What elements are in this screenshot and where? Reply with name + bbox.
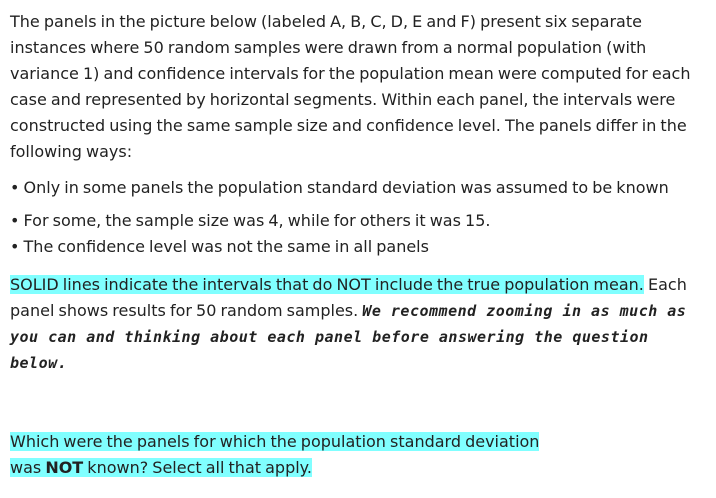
bullet-list (10, 175, 706, 260)
instructions-paragraph (10, 272, 706, 376)
bullet-item-sample-size: • For some, the sample size was 4, while for others it was 15. (10, 211, 491, 230)
zoom-recommendation: We recommend zooming in as much as you can and thinking about each panel before answering the question below. (10, 302, 687, 372)
question-prompt (10, 429, 570, 481)
intro-paragraph: The panels in the picture below (labeled A, B, C, D, E and F) present six separate instances where 50 random samples were drawn from a normal population (with variance 1) and confidence intervals for the population mean were computed for each case and represented by horizontal segments. Within each panel, the intervals were constructed using the same sample size and confidence level. The panels differ in the following ways: (10, 12, 691, 161)
bullet-item-confidence-level: • The confidence level was not the same in all panels (10, 237, 429, 256)
question-text-start: Which were the panels for which the population standard deviation was (10, 432, 540, 477)
question-not-emphasis: NOT (45, 458, 84, 477)
solid-lines-highlight: SOLID lines indicate the intervals that do NOT include the true population mean. (10, 275, 644, 294)
bullet-item-sd-known: • Only in some panels the population standard deviation was assumed to be known (10, 178, 669, 197)
question-highlight (10, 432, 539, 477)
instructions-text: Each panel shows results for 50 random samples. (10, 275, 687, 320)
question-text-end: known? Select all that apply. (83, 458, 312, 477)
